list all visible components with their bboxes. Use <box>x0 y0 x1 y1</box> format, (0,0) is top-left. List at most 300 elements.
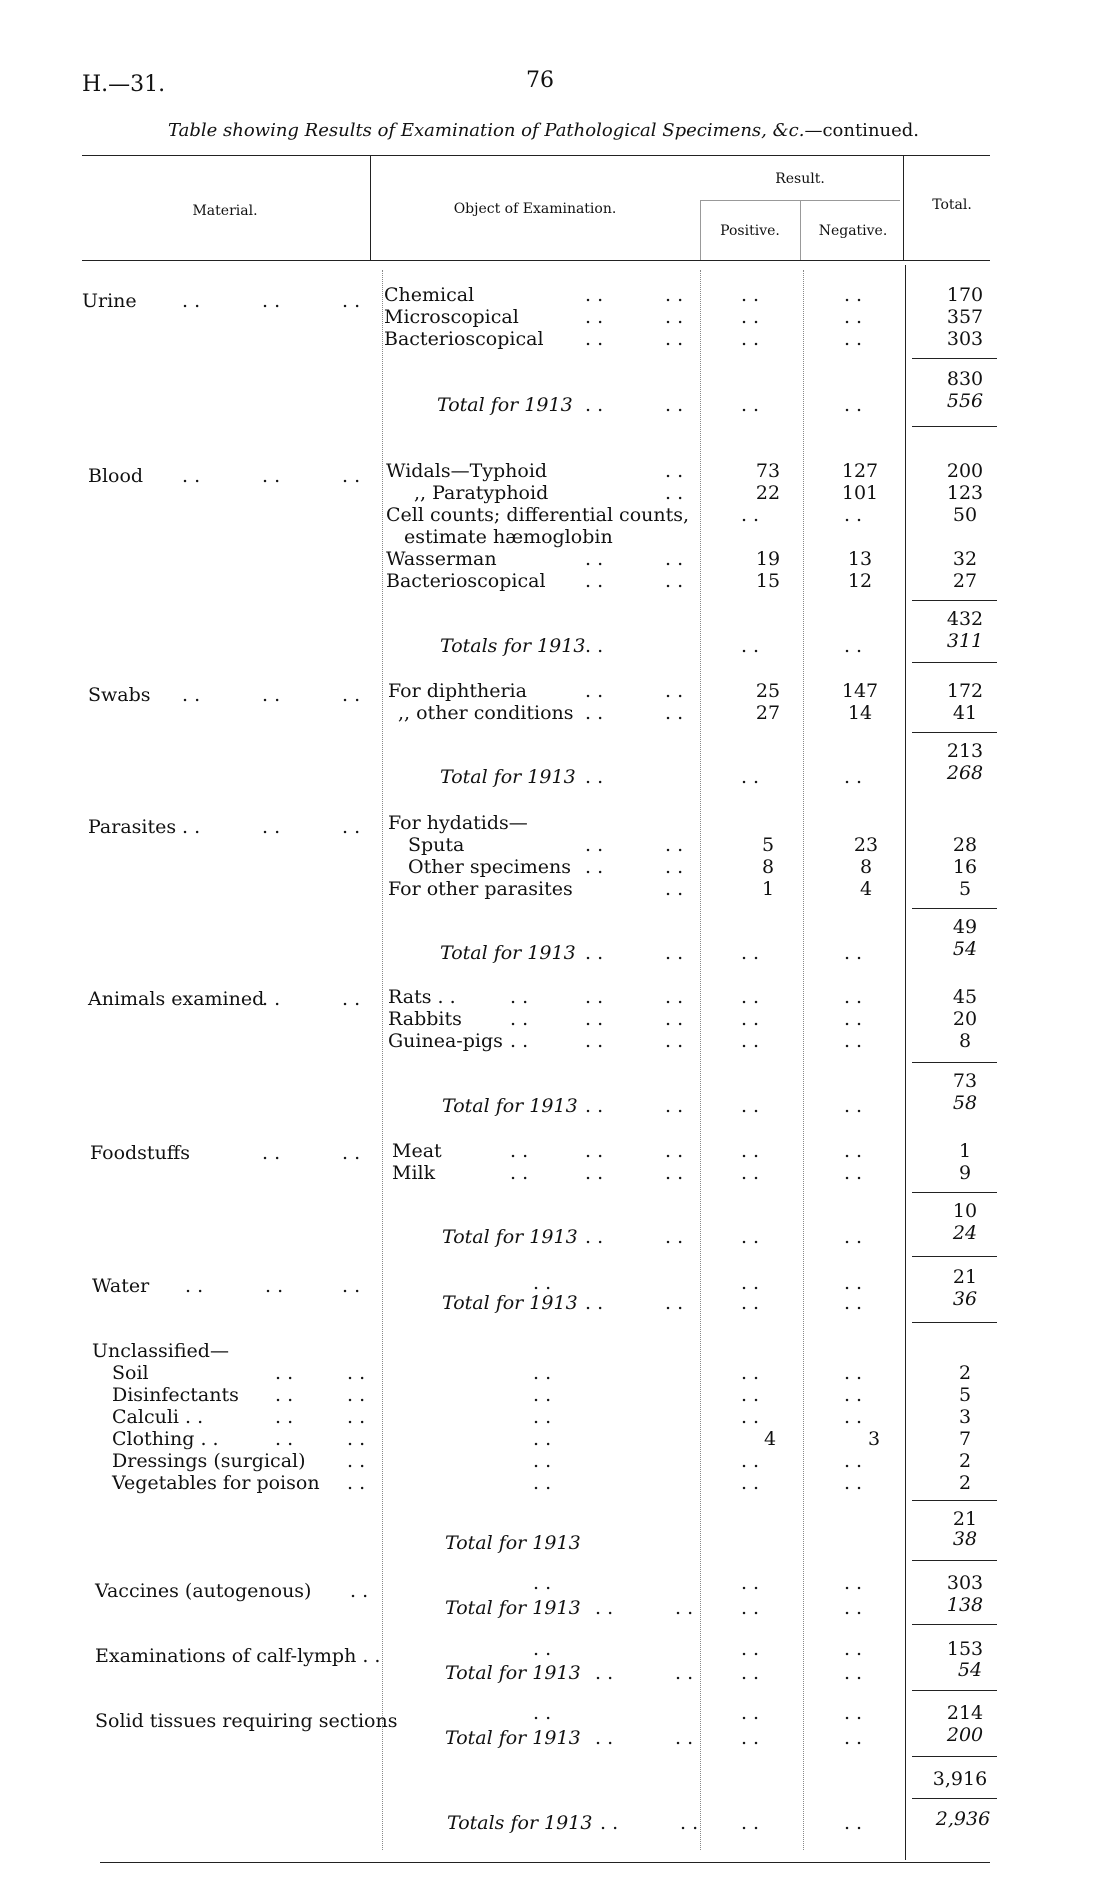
leader-dots: . . <box>533 1702 552 1724</box>
table-caption <box>168 120 919 142</box>
leader-dots: . . <box>342 988 361 1010</box>
subtotal-rule <box>912 908 997 909</box>
subtotal-cell: 21 <box>952 1266 978 1288</box>
leader-dots: . . <box>665 1030 684 1052</box>
header-total: Total. <box>932 197 972 213</box>
leader-dots: . . <box>275 1406 294 1428</box>
total-for-1913-label: Total for 1913 <box>445 1597 581 1619</box>
leader-dots: . . <box>740 1812 760 1834</box>
object-label: Chemical <box>384 284 475 306</box>
col-divider-material-header <box>370 155 371 260</box>
leader-dots: . . <box>843 1226 863 1248</box>
leader-dots: . . <box>510 1140 529 1162</box>
leader-dots: . . <box>665 702 684 724</box>
positive-cell: 15 <box>755 570 781 592</box>
negative-cell: 23 <box>853 834 879 856</box>
total-cell: 123 <box>946 482 984 504</box>
total-for-1913-label: Total for 1913 <box>440 766 576 788</box>
negative-cell: 4 <box>859 878 873 900</box>
total-for-1913-label: Total for 1913 <box>442 1292 578 1314</box>
leader-dots: . . <box>533 1472 552 1494</box>
leader-dots: . . <box>182 465 201 487</box>
header-bottom-rule <box>82 260 990 261</box>
leader-dots: . . <box>585 942 604 964</box>
negative-cell: . . <box>843 1450 863 1472</box>
leader-dots: . . <box>740 1638 760 1660</box>
group-end-rule <box>912 662 997 663</box>
leader-dots: . . <box>347 1450 366 1472</box>
leader-dots: . . <box>347 1384 366 1406</box>
leader-dots: . . <box>843 1662 863 1684</box>
leader-dots: . . <box>843 394 863 416</box>
positive-cell: 1 <box>761 878 775 900</box>
leader-dots: . . <box>585 284 604 306</box>
total-cell: 303 <box>946 328 984 350</box>
leader-dots: . . <box>665 1008 684 1030</box>
col-divider-total <box>905 265 906 1860</box>
leader-dots: . . <box>665 570 684 592</box>
total-cell: 2 <box>958 1472 972 1494</box>
leader-dots: . . <box>585 306 604 328</box>
leader-dots: . . <box>740 635 760 657</box>
positive-cell: . . <box>740 504 760 526</box>
leader-dots: . . <box>740 1095 760 1117</box>
leader-dots: . . <box>533 1362 552 1384</box>
header-result: Result. <box>775 171 825 187</box>
col-divider-object <box>382 270 383 1850</box>
leader-dots: . . <box>665 1095 684 1117</box>
leader-dots: . . <box>585 328 604 350</box>
leader-dots: . . <box>843 942 863 964</box>
leader-dots: . . <box>740 1572 760 1594</box>
negative-cell: . . <box>843 306 863 328</box>
leader-dots: . . <box>740 1292 760 1314</box>
leader-dots: . . <box>843 1702 863 1724</box>
leader-dots: . . <box>585 1162 604 1184</box>
leader-dots: . . <box>585 702 604 724</box>
leader-dots: . . <box>275 1428 294 1450</box>
header-positive: Positive. <box>720 223 780 239</box>
leader-dots: . . <box>262 465 281 487</box>
subtotal-cell: 213 <box>946 740 984 762</box>
total-cell: 8 <box>958 1030 972 1052</box>
leader-dots: . . <box>665 878 684 900</box>
leader-dots: . . <box>665 1226 684 1248</box>
leader-dots: . . <box>585 394 604 416</box>
subtotal-cell: 49 <box>952 916 978 938</box>
leader-dots: . . <box>182 816 201 838</box>
positive-cell: 19 <box>755 548 781 570</box>
total-cell: 357 <box>946 306 984 328</box>
leader-dots: . . <box>533 1572 552 1594</box>
negative-cell: 101 <box>841 482 879 504</box>
material-label: Water <box>92 1275 150 1297</box>
material-label: Swabs <box>88 684 151 706</box>
leader-dots: . . <box>585 766 604 788</box>
leader-dots: . . <box>665 394 684 416</box>
material-label: Solid tissues requiring sections <box>95 1710 398 1732</box>
material-heading: Unclassified— <box>92 1340 229 1362</box>
leader-dots: . . <box>843 1572 863 1594</box>
total-cell: 32 <box>952 548 978 570</box>
material-label: Parasites <box>88 816 177 838</box>
material-sub-label: Dressings (surgical) <box>112 1450 306 1472</box>
total-cell: 5 <box>958 878 972 900</box>
positive-cell: 27 <box>755 702 781 724</box>
leader-dots: . . <box>665 942 684 964</box>
leader-dots: . . <box>740 1226 760 1248</box>
leader-dots: . . <box>585 635 604 657</box>
negative-cell: 147 <box>841 680 879 702</box>
leader-dots: . . <box>595 1727 614 1749</box>
positive-cell: . . <box>740 1030 760 1052</box>
total-cell: 5 <box>958 1384 972 1406</box>
leader-dots: . . <box>665 306 684 328</box>
col-divider-total-header <box>903 155 904 260</box>
material-label: Animals examined <box>88 988 265 1010</box>
leader-dots: . . <box>262 816 281 838</box>
total-for-1913-label: Total for 1913 <box>437 394 573 416</box>
leader-dots: . . <box>595 1597 614 1619</box>
leader-dots: . . <box>350 1580 369 1602</box>
positive-cell: . . <box>740 1384 760 1406</box>
object-label: Rats . . <box>388 986 456 1008</box>
header-object: Object of Examination. <box>453 201 617 217</box>
positive-cell: 25 <box>755 680 781 702</box>
leader-dots: . . <box>665 1162 684 1184</box>
positive-cell: . . <box>740 1162 760 1184</box>
subtotal-cell: 214 <box>946 1702 984 1724</box>
total-cell: 28 <box>952 834 978 856</box>
leader-dots: . . <box>585 548 604 570</box>
leader-dots: . . <box>675 1597 694 1619</box>
positive-cell: . . <box>740 306 760 328</box>
total-cell: 16 <box>952 856 978 878</box>
object-label: Other specimens <box>408 856 571 878</box>
leader-dots: . . <box>843 1095 863 1117</box>
object-label: Microscopical <box>384 306 519 328</box>
leader-dots: . . <box>510 1162 529 1184</box>
leader-dots: . . <box>740 942 760 964</box>
leader-dots: . . <box>665 548 684 570</box>
leader-dots: . . <box>665 460 684 482</box>
prev-year-total-cell: 556 <box>946 390 984 412</box>
leader-dots: . . <box>665 680 684 702</box>
leader-dots: . . <box>262 290 281 312</box>
leader-dots: . . <box>182 684 201 706</box>
leader-dots: . . <box>843 1638 863 1660</box>
negative-cell: 14 <box>847 702 873 724</box>
leader-dots: . . <box>510 986 529 1008</box>
object-label: ,, other conditions <box>398 702 574 724</box>
prev-year-total-cell: 36 <box>952 1288 978 1310</box>
leader-dots: . . <box>665 986 684 1008</box>
col-divider-posneg-header <box>800 200 801 260</box>
positive-cell: 73 <box>755 460 781 482</box>
prev-year-total-cell: 24 <box>952 1222 978 1244</box>
leader-dots: . . <box>585 1030 604 1052</box>
group-end-rule <box>912 1322 997 1323</box>
positive-cell: . . <box>740 284 760 306</box>
object-label: Wasserman <box>386 548 497 570</box>
material-label: Blood <box>88 465 144 487</box>
material-sub-label: Clothing . . <box>112 1428 219 1450</box>
positive-cell: . . <box>740 1472 760 1494</box>
leader-dots: . . <box>585 1226 604 1248</box>
leader-dots: . . <box>843 766 863 788</box>
positive-cell: 22 <box>755 482 781 504</box>
leader-dots: . . <box>740 1597 760 1619</box>
negative-cell: . . <box>843 1384 863 1406</box>
object-label: Guinea-pigs <box>388 1030 503 1052</box>
leader-dots: . . <box>585 1095 604 1117</box>
object-label: For other parasites <box>388 878 573 900</box>
leader-dots: . . <box>595 1662 614 1684</box>
leader-dots: . . <box>740 1272 760 1294</box>
subtotal-cell: 830 <box>946 368 984 390</box>
table-top-rule <box>82 155 990 156</box>
material-label: Vaccines (autogenous) <box>95 1580 312 1602</box>
positive-cell: 4 <box>763 1428 777 1450</box>
leader-dots: . . <box>185 1275 204 1297</box>
group-end-rule <box>912 1690 997 1691</box>
total-cell: 45 <box>952 986 978 1008</box>
negative-cell: 3 <box>867 1428 881 1450</box>
negative-cell: 8 <box>859 856 873 878</box>
leader-dots: . . <box>262 988 281 1010</box>
prev-year-total-cell: 58 <box>952 1092 978 1114</box>
leader-dots: . . <box>533 1428 552 1450</box>
group-end-rule <box>912 1560 997 1561</box>
object-label-continued: estimate hæmoglobin <box>404 526 613 548</box>
negative-cell: . . <box>843 1140 863 1162</box>
total-for-1913-label: Total for 1913 <box>445 1727 581 1749</box>
negative-cell: . . <box>843 1008 863 1030</box>
leader-dots: . . <box>665 1292 684 1314</box>
total-cell: 41 <box>952 702 978 724</box>
table-caption-suffix: —continued. <box>804 120 920 141</box>
positive-cell: . . <box>740 1450 760 1472</box>
subtotal-cell: 73 <box>952 1070 978 1092</box>
leader-dots: . . <box>843 1812 863 1834</box>
total-for-1913-label: Total for 1913 <box>442 1095 578 1117</box>
leader-dots: . . <box>533 1638 552 1660</box>
header-material: Material. <box>192 203 258 219</box>
negative-cell: 13 <box>847 548 873 570</box>
subtotal-rule <box>912 1192 997 1193</box>
grand-total-prev-cell: 2,936 <box>935 1808 991 1830</box>
subtotal-rule <box>912 358 997 359</box>
leader-dots: . . <box>585 1140 604 1162</box>
subtotal-rule <box>912 1062 997 1063</box>
subtotal-cell: 10 <box>952 1200 978 1222</box>
total-cell: 9 <box>958 1162 972 1184</box>
negative-cell: 12 <box>847 570 873 592</box>
leader-dots: . . <box>262 684 281 706</box>
total-cell: 172 <box>946 680 984 702</box>
leader-dots: . . <box>675 1727 694 1749</box>
header-negative: Negative. <box>818 223 888 239</box>
negative-cell: . . <box>843 1362 863 1384</box>
leader-dots: . . <box>262 1142 281 1164</box>
total-cell: 1 <box>958 1140 972 1162</box>
prev-year-total-cell: 200 <box>946 1724 984 1746</box>
leader-dots: . . <box>342 684 361 706</box>
subtotal-rule <box>912 600 997 601</box>
leader-dots: . . <box>342 465 361 487</box>
material-sub-label: Disinfectants <box>112 1384 239 1406</box>
leader-dots: . . <box>533 1272 552 1294</box>
subtotal-cell: 432 <box>946 608 984 630</box>
leader-dots: . . <box>275 1384 294 1406</box>
subtotal-cell: 21 <box>952 1508 978 1530</box>
col-divider-negative <box>803 270 804 1850</box>
total-cell: 2 <box>958 1450 972 1472</box>
material-label: Foodstuffs <box>90 1142 191 1164</box>
positive-cell: . . <box>740 1406 760 1428</box>
leader-dots: . . <box>843 1292 863 1314</box>
leader-dots: . . <box>740 1727 760 1749</box>
table-bottom-rule <box>100 1862 990 1863</box>
leader-dots: . . <box>585 986 604 1008</box>
material-sub-label: Vegetables for poison <box>112 1472 320 1494</box>
object-label: Meat <box>392 1140 442 1162</box>
leader-dots: . . <box>347 1406 366 1428</box>
object-label: Cell counts; differential counts, <box>386 504 690 526</box>
negative-cell: . . <box>843 986 863 1008</box>
total-for-1913-label: Total for 1913 <box>440 942 576 964</box>
leader-dots: . . <box>347 1362 366 1384</box>
object-label: ,, Paratyphoid <box>414 482 549 504</box>
totals-for-1913-label: Totals for 1913 <box>440 635 586 657</box>
material-sub-label: Soil <box>112 1362 149 1384</box>
grand-total-cell: 3,916 <box>932 1768 988 1790</box>
object-label: Milk <box>392 1162 436 1184</box>
leader-dots: . . <box>680 1812 699 1834</box>
positive-cell: 8 <box>761 856 775 878</box>
positive-cell: . . <box>740 1140 760 1162</box>
leader-dots: . . <box>843 1727 863 1749</box>
leader-dots: . . <box>342 1275 361 1297</box>
negative-cell: . . <box>843 504 863 526</box>
positive-cell: . . <box>740 986 760 1008</box>
leader-dots: . . <box>740 1702 760 1724</box>
total-cell: 2 <box>958 1362 972 1384</box>
leader-dots: . . <box>665 284 684 306</box>
leader-dots: . . <box>342 816 361 838</box>
leader-dots: . . <box>665 482 684 504</box>
subtotal-cell: 303 <box>946 1572 984 1594</box>
negative-cell: . . <box>843 1162 863 1184</box>
total-for-1913-label: Total for 1913 <box>445 1662 581 1684</box>
object-label: Sputa <box>408 834 465 856</box>
leader-dots: . . <box>843 1272 863 1294</box>
leader-dots: . . <box>675 1662 694 1684</box>
leader-dots: . . <box>342 290 361 312</box>
leader-dots: . . <box>585 680 604 702</box>
leader-dots: . . <box>585 856 604 878</box>
page-number: 76 <box>526 68 554 93</box>
object-label: For diphtheria <box>388 680 527 702</box>
leader-dots: . . <box>665 856 684 878</box>
leader-dots: . . <box>347 1428 366 1450</box>
leader-dots: . . <box>275 1362 294 1384</box>
total-cell: 170 <box>946 284 984 306</box>
leader-dots: . . <box>533 1406 552 1428</box>
object-label: Bacterioscopical <box>386 570 546 592</box>
negative-cell: . . <box>843 328 863 350</box>
total-cell: 20 <box>952 1008 978 1030</box>
total-for-1913-label: Total for 1913 <box>442 1226 578 1248</box>
material-label: Urine <box>82 290 137 312</box>
leader-dots: . . <box>533 1450 552 1472</box>
total-cell: 200 <box>946 460 984 482</box>
grand-total-label: Totals for 1913 <box>447 1812 593 1834</box>
leader-dots: . . <box>265 1275 284 1297</box>
prev-year-total-cell: 138 <box>946 1594 984 1616</box>
col-divider-positive <box>700 270 701 1850</box>
negative-cell: . . <box>843 1472 863 1494</box>
group-end-rule <box>912 1624 997 1625</box>
document-code: H.—31. <box>82 72 166 97</box>
negative-cell: . . <box>843 1406 863 1428</box>
positive-cell: . . <box>740 328 760 350</box>
prev-year-total-cell: 268 <box>946 762 984 784</box>
material-sub-label: Calculi . . <box>112 1406 204 1428</box>
leader-dots: . . <box>342 1142 361 1164</box>
leader-dots: . . <box>533 1384 552 1406</box>
leader-dots: . . <box>347 1472 366 1494</box>
leader-dots: . . <box>665 328 684 350</box>
subtotal-rule <box>912 732 997 733</box>
leader-dots: . . <box>665 834 684 856</box>
leader-dots: . . <box>585 1292 604 1314</box>
leader-dots: . . <box>843 635 863 657</box>
material-label: Examinations of calf-lymph . . <box>95 1645 381 1667</box>
leader-dots: . . <box>843 1597 863 1619</box>
col-divider-object-header <box>700 200 701 260</box>
subtotal-cell: 153 <box>946 1638 984 1660</box>
leader-dots: . . <box>740 394 760 416</box>
leader-dots: . . <box>665 1140 684 1162</box>
group-end-rule <box>912 1256 997 1257</box>
leader-dots: . . <box>585 570 604 592</box>
group-end-rule <box>912 426 997 427</box>
positive-cell: . . <box>740 1008 760 1030</box>
total-for-1913-label: Total for 1913 <box>445 1532 581 1554</box>
leader-dots: . . <box>585 834 604 856</box>
negative-cell: 127 <box>841 460 879 482</box>
grand-total-rule <box>912 1798 997 1799</box>
leader-dots: . . <box>510 1008 529 1030</box>
table-caption-title: Table showing Results of Examination of Pathological Specimens, &c. <box>168 120 805 141</box>
prev-year-total-cell: 54 <box>957 1659 983 1681</box>
positive-cell: 5 <box>761 834 775 856</box>
leader-dots: . . <box>600 1812 619 1834</box>
object-label: Bacterioscopical <box>384 328 544 350</box>
prev-year-total-cell: 54 <box>952 938 978 960</box>
negative-cell: . . <box>843 1030 863 1052</box>
prev-year-total-cell: 38 <box>952 1528 978 1550</box>
object-heading: For hydatids— <box>388 812 528 834</box>
prev-year-total-cell: 311 <box>946 630 984 652</box>
leader-dots: . . <box>740 1662 760 1684</box>
total-cell: 3 <box>958 1406 972 1428</box>
leader-dots: . . <box>182 290 201 312</box>
object-label: Widals—Typhoid <box>386 460 548 482</box>
total-cell: 27 <box>952 570 978 592</box>
negative-cell: . . <box>843 284 863 306</box>
